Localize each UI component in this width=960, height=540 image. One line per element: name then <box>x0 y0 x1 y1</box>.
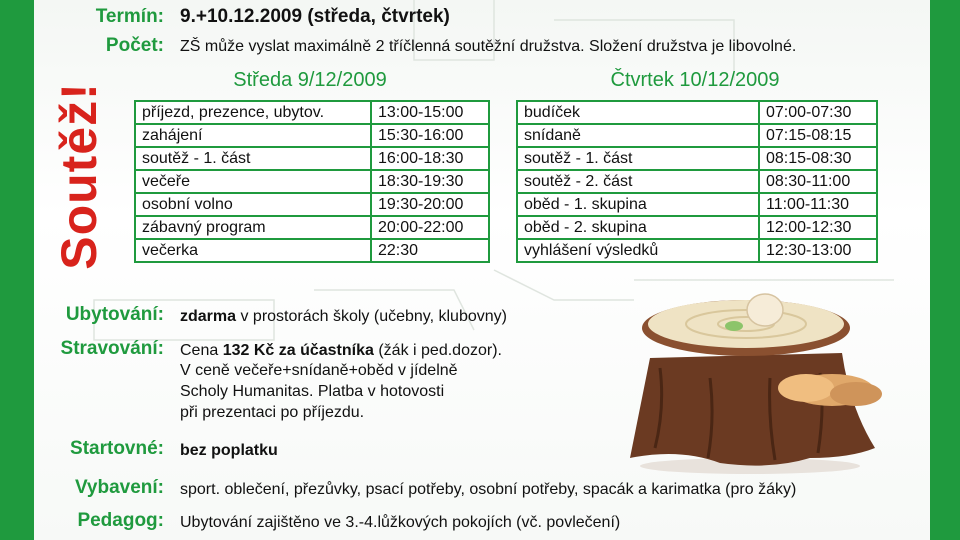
time-cell: 13:00-15:00 <box>371 101 489 124</box>
activity-cell: budíček <box>517 101 759 124</box>
activity-cell: příjezd, prezence, ubytov. <box>135 101 371 124</box>
time-cell: 12:00-12:30 <box>759 216 877 239</box>
stravovani-line2: V ceně večeře+snídaně+oběd v jídelně <box>180 362 458 379</box>
soutez-heading: Soutěž! <box>51 82 107 270</box>
pedagog-label: Pedagog: <box>77 510 164 531</box>
stravovani-price: 132 Kč za účastníka <box>222 342 374 359</box>
time-cell: 19:30-20:00 <box>371 193 489 216</box>
schedule-row <box>517 124 877 147</box>
pocet-label: Počet: <box>105 35 164 56</box>
stravovani-label: Stravování: <box>60 338 164 359</box>
vybaveni-label: Vybavení: <box>74 477 164 498</box>
schedule-row <box>135 124 489 147</box>
vertical-heading <box>44 66 114 286</box>
schedule-row <box>135 239 489 262</box>
activity-cell: oběd - 1. skupina <box>517 193 759 216</box>
schedule-row <box>517 193 877 216</box>
schedule-row <box>517 216 877 239</box>
vybaveni-value: sport. oblečení, přezůvky, psací potřeby, osobní potřeby, spacák a karimatka (pro žáky) <box>180 481 797 498</box>
schedule-row <box>517 101 877 124</box>
thursday-title: Čtvrtek 10/12/2009 <box>610 69 780 91</box>
stravovani-post: (žák i ped.dozor). <box>373 342 502 359</box>
time-cell: 11:00-11:30 <box>759 193 877 216</box>
termin-label: Termín: <box>95 6 164 27</box>
left-green-border <box>0 0 34 540</box>
schedule-row <box>517 239 877 262</box>
activity-cell: zahájení <box>135 124 371 147</box>
wednesday-title: Středa 9/12/2009 <box>233 69 387 91</box>
ubytovani-label: Ubytování: <box>65 304 164 325</box>
time-cell: 16:00-18:30 <box>371 147 489 170</box>
stravovani-pre: Cena <box>180 342 223 359</box>
ubytovani-bold: zdarma <box>180 308 237 325</box>
right-green-border <box>930 0 960 540</box>
time-cell: 15:30-16:00 <box>371 124 489 147</box>
time-cell: 07:15-08:15 <box>759 124 877 147</box>
stravovani-line3: Scholy Humanitas. Platba v hotovosti <box>180 383 445 400</box>
stravovani-line1 <box>180 341 502 360</box>
time-cell: 22:30 <box>371 239 489 262</box>
schedule-row <box>135 101 489 124</box>
activity-cell: snídaně <box>517 124 759 147</box>
activity-cell: osobní volno <box>135 193 371 216</box>
schedule-row <box>517 147 877 170</box>
pedagog-value: Ubytování zajištěno ve 3.-4.lůžkových pokojích (vč. povlečení) <box>180 514 621 531</box>
time-cell: 20:00-22:00 <box>371 216 489 239</box>
schedule-row <box>135 147 489 170</box>
schedule-row <box>135 193 489 216</box>
ubytovani-value <box>180 307 507 326</box>
termin-value: 9.+10.12.2009 (středa, čtvrtek) <box>180 6 450 27</box>
schedule-row <box>135 216 489 239</box>
schedule-row <box>517 170 877 193</box>
activity-cell: večerka <box>135 239 371 262</box>
tree-stump-cake-image <box>620 288 890 478</box>
activity-cell: vyhlášení výsledků <box>517 239 759 262</box>
startovne-value: bez poplatku <box>180 442 278 459</box>
activity-cell: zábavný program <box>135 216 371 239</box>
activity-cell: soutěž - 2. část <box>517 170 759 193</box>
activity-cell: večeře <box>135 170 371 193</box>
pocet-value: ZŠ může vyslat maximálně 2 tříčlenná soutěžní družstva. Složení družstva je libovolné. <box>180 38 797 55</box>
stravovani-line4: při prezentaci po příjezdu. <box>180 404 365 421</box>
time-cell: 12:30-13:00 <box>759 239 877 262</box>
activity-cell: oběd - 2. skupina <box>517 216 759 239</box>
thursday-table <box>516 100 878 263</box>
startovne-label: Startovné: <box>70 438 164 459</box>
schedule-row <box>135 170 489 193</box>
ubytovani-rest: v prostorách školy (učebny, klubovny) <box>236 308 507 325</box>
time-cell: 18:30-19:30 <box>371 170 489 193</box>
activity-cell: soutěž - 1. část <box>517 147 759 170</box>
time-cell: 08:30-11:00 <box>759 170 877 193</box>
time-cell: 08:15-08:30 <box>759 147 877 170</box>
wednesday-table <box>134 100 490 263</box>
time-cell: 07:00-07:30 <box>759 101 877 124</box>
activity-cell: soutěž - 1. část <box>135 147 371 170</box>
